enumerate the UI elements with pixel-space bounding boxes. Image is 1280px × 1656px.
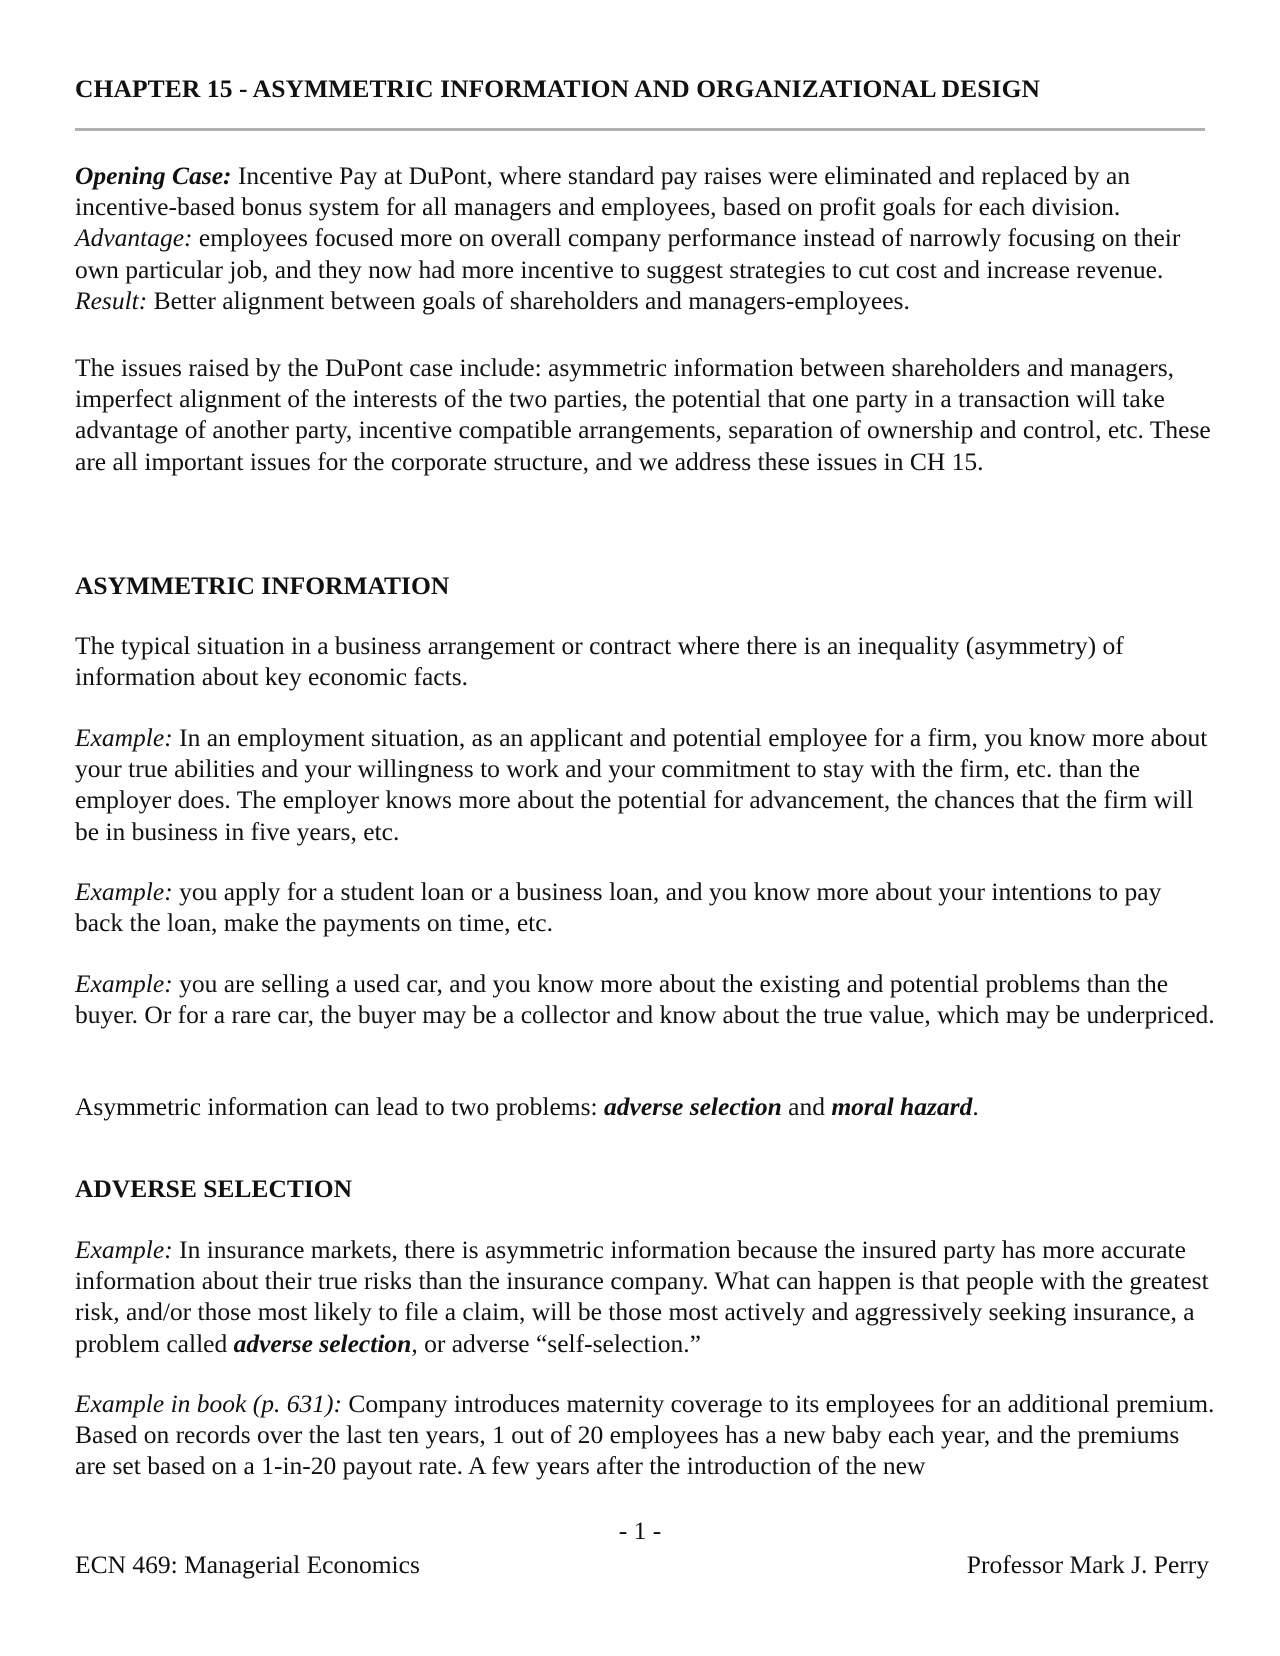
example-text: you are selling a used car, and you know more about the existing and potential problems than the buyer. Or for a rare car, the buyer may be a collector and know about the true value, which may be underpriced. bbox=[75, 969, 1215, 1030]
insurance-example-paragraph: Example: In insurance markets, there is asymmetric information because the insured party has more accurate information about their true risks than the insurance company. What can happen is that people with the greatest risk, and/or those most likely to file a claim, will be those most actively and aggressively seeking insurance, a problem called adverse selection, or adverse “self-selection.” bbox=[75, 1235, 1209, 1358]
employment-example-paragraph bbox=[75, 722, 1215, 847]
chapter-title: CHAPTER 15 - ASYMMETRIC INFORMATION AND ORGANIZATIONAL DESIGN bbox=[75, 74, 1041, 103]
page-number: - 1 - bbox=[618, 1516, 662, 1545]
asymmetric-information-heading: ASYMMETRIC INFORMATION bbox=[75, 571, 450, 600]
adverse-selection-term: adverse selection bbox=[604, 1092, 782, 1121]
opening-case-label: Opening Case: bbox=[75, 161, 232, 190]
title-divider bbox=[75, 128, 1205, 131]
result-label: Result: bbox=[75, 285, 148, 315]
footer-professor: Professor Mark J. Perry bbox=[966, 1550, 1209, 1579]
opening-case-text: Incentive Pay at DuPont, where standard pay raises were eliminated and replaced by an incentive-based bonus system for all managers and employees, based on profit goals for each division. bbox=[75, 161, 1131, 222]
used-car-example-paragraph bbox=[75, 968, 1215, 1030]
issues-paragraph: The issues raised by the DuPont case include: asymmetric information between shareholders and managers, imperfect alignment of the interests of the two parties, the potential that one party in a transaction will take advantage of another party, incentive compatible arrangements, separation of ownership and control, etc. These are all important issues for the corporate structure, and we address these issues in CH 15. bbox=[75, 353, 1211, 476]
example-label: Example: bbox=[75, 877, 173, 906]
example-label: Example: bbox=[75, 723, 173, 752]
adverse-selection-heading: ADVERSE SELECTION bbox=[75, 1174, 353, 1203]
definition-paragraph: The typical situation in a business arrangement or contract where there is an inequality (asymmetry) of information about key economic facts. bbox=[75, 631, 1124, 692]
book-example-paragraph: Example in book (p. 631): Company introduces maternity coverage to its employees for an additional premium. Based on records over the last ten years, 1 out of 20 employees has a new baby each year, and the premiums are set based on a 1-in-20 payout rate. A few years after the introduction of the new bbox=[75, 1389, 1215, 1481]
moral-hazard-term: moral hazard bbox=[831, 1092, 973, 1121]
advantage-label: Advantage: bbox=[75, 223, 193, 253]
opening-case-paragraph bbox=[75, 160, 1215, 316]
book-example-label: Example in book (p. 631): bbox=[75, 1389, 342, 1418]
loan-example-paragraph bbox=[75, 876, 1215, 938]
two-problems-paragraph: Asymmetric information can lead to two problems: adverse selection and moral hazard. bbox=[75, 1092, 979, 1121]
example-label: Example: bbox=[75, 969, 173, 998]
adverse-selection-term: adverse selection bbox=[233, 1328, 412, 1358]
result-text: Better alignment between goals of shareholders and managers-employees. bbox=[147, 285, 910, 315]
footer-course: ECN 469: Managerial Economics bbox=[75, 1550, 420, 1579]
example-text: you apply for a student loan or a business loan, and you know more about your intentions to pay back the loan, make the payments on time, etc. bbox=[75, 877, 1162, 938]
example-label: Example: bbox=[75, 1235, 173, 1264]
advantage-text: employees focused more on overall company performance instead of narrowly focusing on their own particular job, and they now had more incentive to suggest strategies to cut cost and increase revenue. bbox=[75, 223, 1181, 284]
example-text: In an employment situation, as an applicant and potential employee for a firm, you know more about your true abilities and your willingness to work and your commitment to stay with the firm, etc. than the employer does. The employer knows more about the potential for advancement, the chances that the firm will be in business in five years, etc. bbox=[75, 723, 1208, 846]
